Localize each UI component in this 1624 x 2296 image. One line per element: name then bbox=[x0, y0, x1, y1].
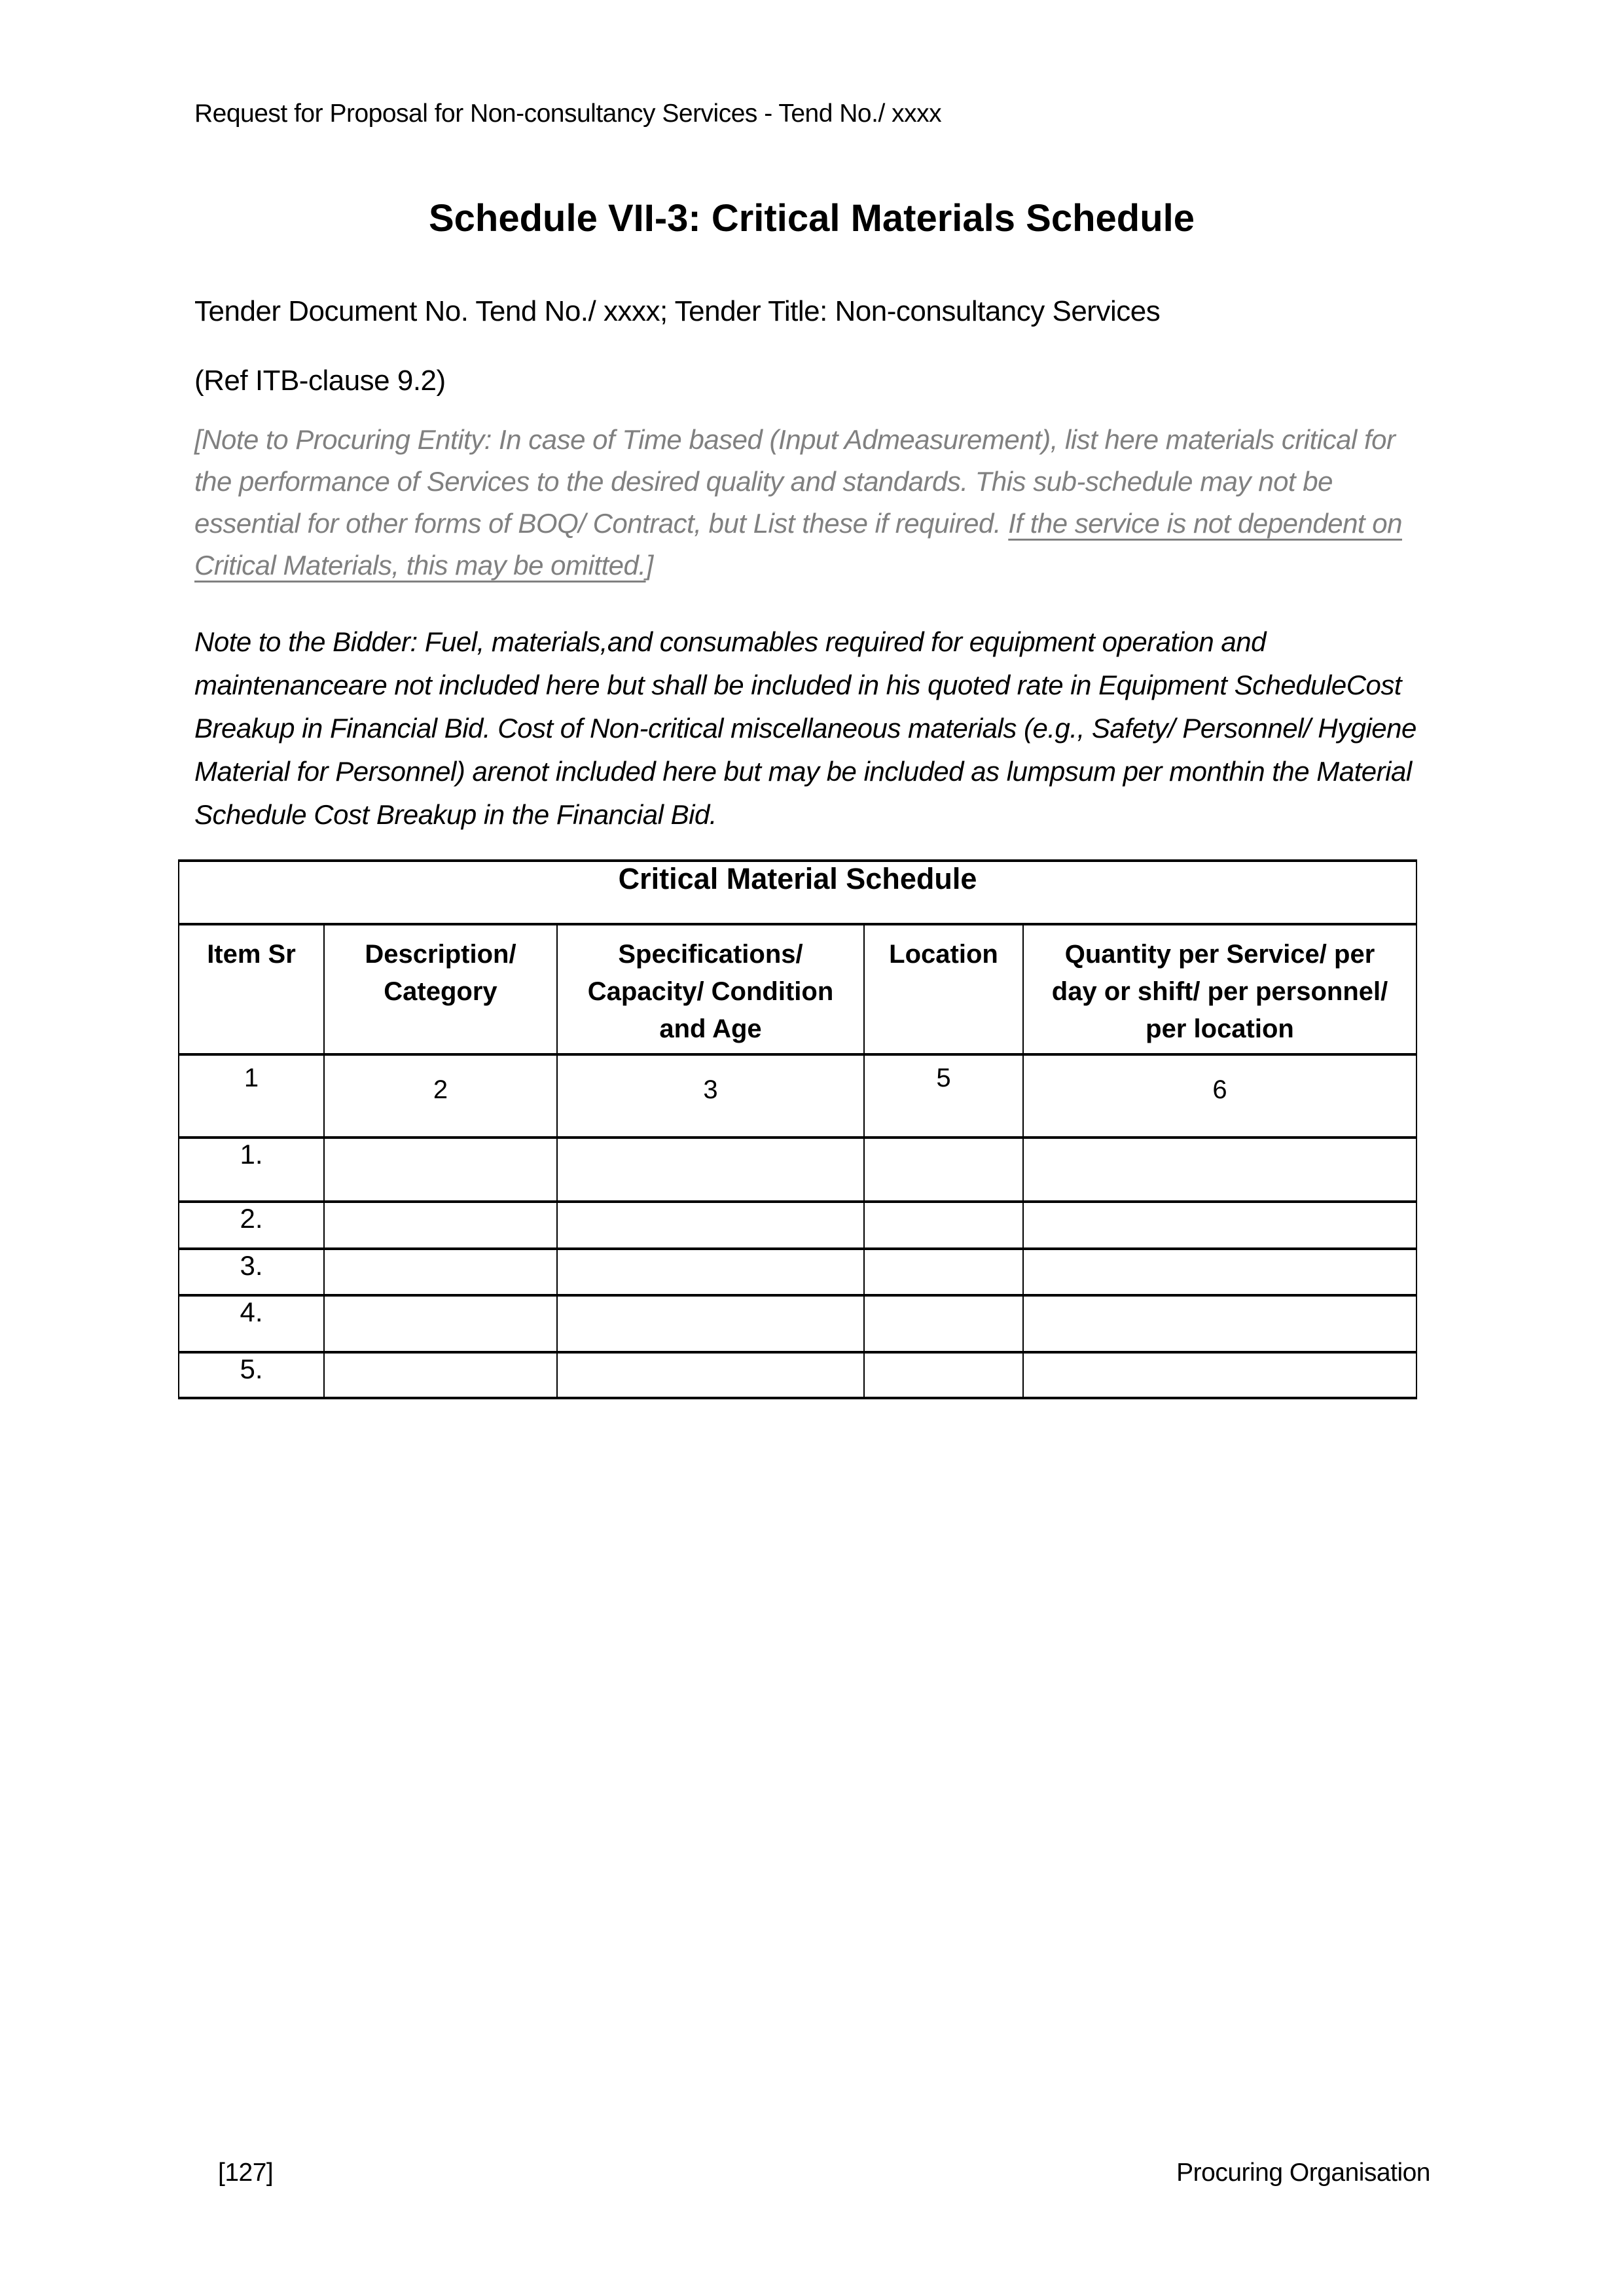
column-header-quantity: Quantity per Service/ per day or shift/ per personnel/ per location bbox=[1023, 924, 1416, 1054]
column-number-2: 2 bbox=[324, 1054, 557, 1138]
column-header-specifications: Specifications/ Capacity/ Condition and Age bbox=[557, 924, 864, 1054]
empty-cell bbox=[1023, 1202, 1416, 1249]
ref-clause-line: (Ref ITB-clause 9.2) bbox=[194, 365, 446, 397]
footer-organisation: Procuring Organisation bbox=[1176, 2159, 1430, 2187]
empty-cell bbox=[557, 1138, 864, 1202]
table-row bbox=[179, 1202, 1416, 1249]
note-pe-underlined-text: If the service is not dependent on Critical Materials, this may be omitted. bbox=[194, 508, 1402, 581]
table-title-row bbox=[179, 861, 1416, 924]
footer-page-number: [127] bbox=[218, 2159, 274, 2187]
empty-cell bbox=[324, 1352, 557, 1398]
note-to-bidder: Note to the Bidder: Fuel, materials,and consumables required for equipment operation and maintenanceare not included here but shall be included in his quoted rate in Equipment ScheduleCost Breakup in Financial Bid. Cost of Non-critical miscellaneous materials (e.g., Safety/ Personnel/ Hygiene Material for Personnel) arenot included here but may be included as lumpsum per monthin the Material Schedule Cost Breakup in the Financial Bid. bbox=[194, 626, 1416, 830]
empty-cell bbox=[1023, 1352, 1416, 1398]
table-row bbox=[179, 1249, 1416, 1295]
note-pe-body: [Note to Procuring Entity: In case of Time based (Input Admeasurement), list here materials critical for the performance of Services to the desired quality and standards. This sub-schedule may not be essential for other forms of BOQ/ Contract, but List these if required. bbox=[194, 424, 1396, 539]
empty-cell bbox=[557, 1295, 864, 1352]
page-title: Schedule VII-3: Critical Materials Schedule bbox=[428, 197, 1195, 240]
empty-cell bbox=[864, 1295, 1023, 1352]
tender-line: Tender Document No. Tend No./ xxxx; Tender Title: Non-consultancy Services bbox=[194, 295, 1161, 327]
empty-cell bbox=[557, 1249, 864, 1295]
page-header-text: Request for Proposal for Non-consultancy Services - Tend No./ xxxx bbox=[194, 99, 942, 128]
empty-cell bbox=[324, 1202, 557, 1249]
item-sr-cell: 4. bbox=[179, 1295, 324, 1352]
empty-cell bbox=[1023, 1138, 1416, 1202]
empty-cell bbox=[324, 1295, 557, 1352]
empty-cell bbox=[557, 1352, 864, 1398]
critical-material-schedule-table bbox=[178, 859, 1417, 1399]
empty-cell bbox=[1023, 1249, 1416, 1295]
table-header-row bbox=[179, 924, 1416, 1054]
empty-cell bbox=[324, 1249, 557, 1295]
empty-cell bbox=[864, 1249, 1023, 1295]
empty-cell bbox=[557, 1202, 864, 1249]
column-number-1: 1 bbox=[179, 1054, 324, 1138]
column-number-5: 5 bbox=[864, 1054, 1023, 1138]
item-sr-cell: 2. bbox=[179, 1202, 324, 1249]
note-pe-closing-bracket: ] bbox=[645, 550, 653, 581]
empty-cell bbox=[864, 1202, 1023, 1249]
empty-cell bbox=[1023, 1295, 1416, 1352]
empty-cell bbox=[864, 1352, 1023, 1398]
empty-cell bbox=[864, 1138, 1023, 1202]
item-sr-cell: 1. bbox=[179, 1138, 324, 1202]
table-title: Critical Material Schedule bbox=[179, 861, 1416, 924]
column-number-6: 6 bbox=[1023, 1054, 1416, 1138]
table-row bbox=[179, 1352, 1416, 1398]
column-header-item-sr: Item Sr bbox=[179, 924, 324, 1054]
column-number-3: 3 bbox=[557, 1054, 864, 1138]
column-header-description-category: Description/ Category bbox=[324, 924, 557, 1054]
column-number-row bbox=[179, 1054, 1416, 1138]
note-to-procuring-entity bbox=[194, 419, 1435, 586]
page-footer bbox=[194, 2159, 1430, 2187]
empty-cell bbox=[324, 1138, 557, 1202]
table-row bbox=[179, 1138, 1416, 1202]
item-sr-cell: 5. bbox=[179, 1352, 324, 1398]
column-header-location: Location bbox=[864, 924, 1023, 1054]
item-sr-cell: 3. bbox=[179, 1249, 324, 1295]
table-row bbox=[179, 1295, 1416, 1352]
